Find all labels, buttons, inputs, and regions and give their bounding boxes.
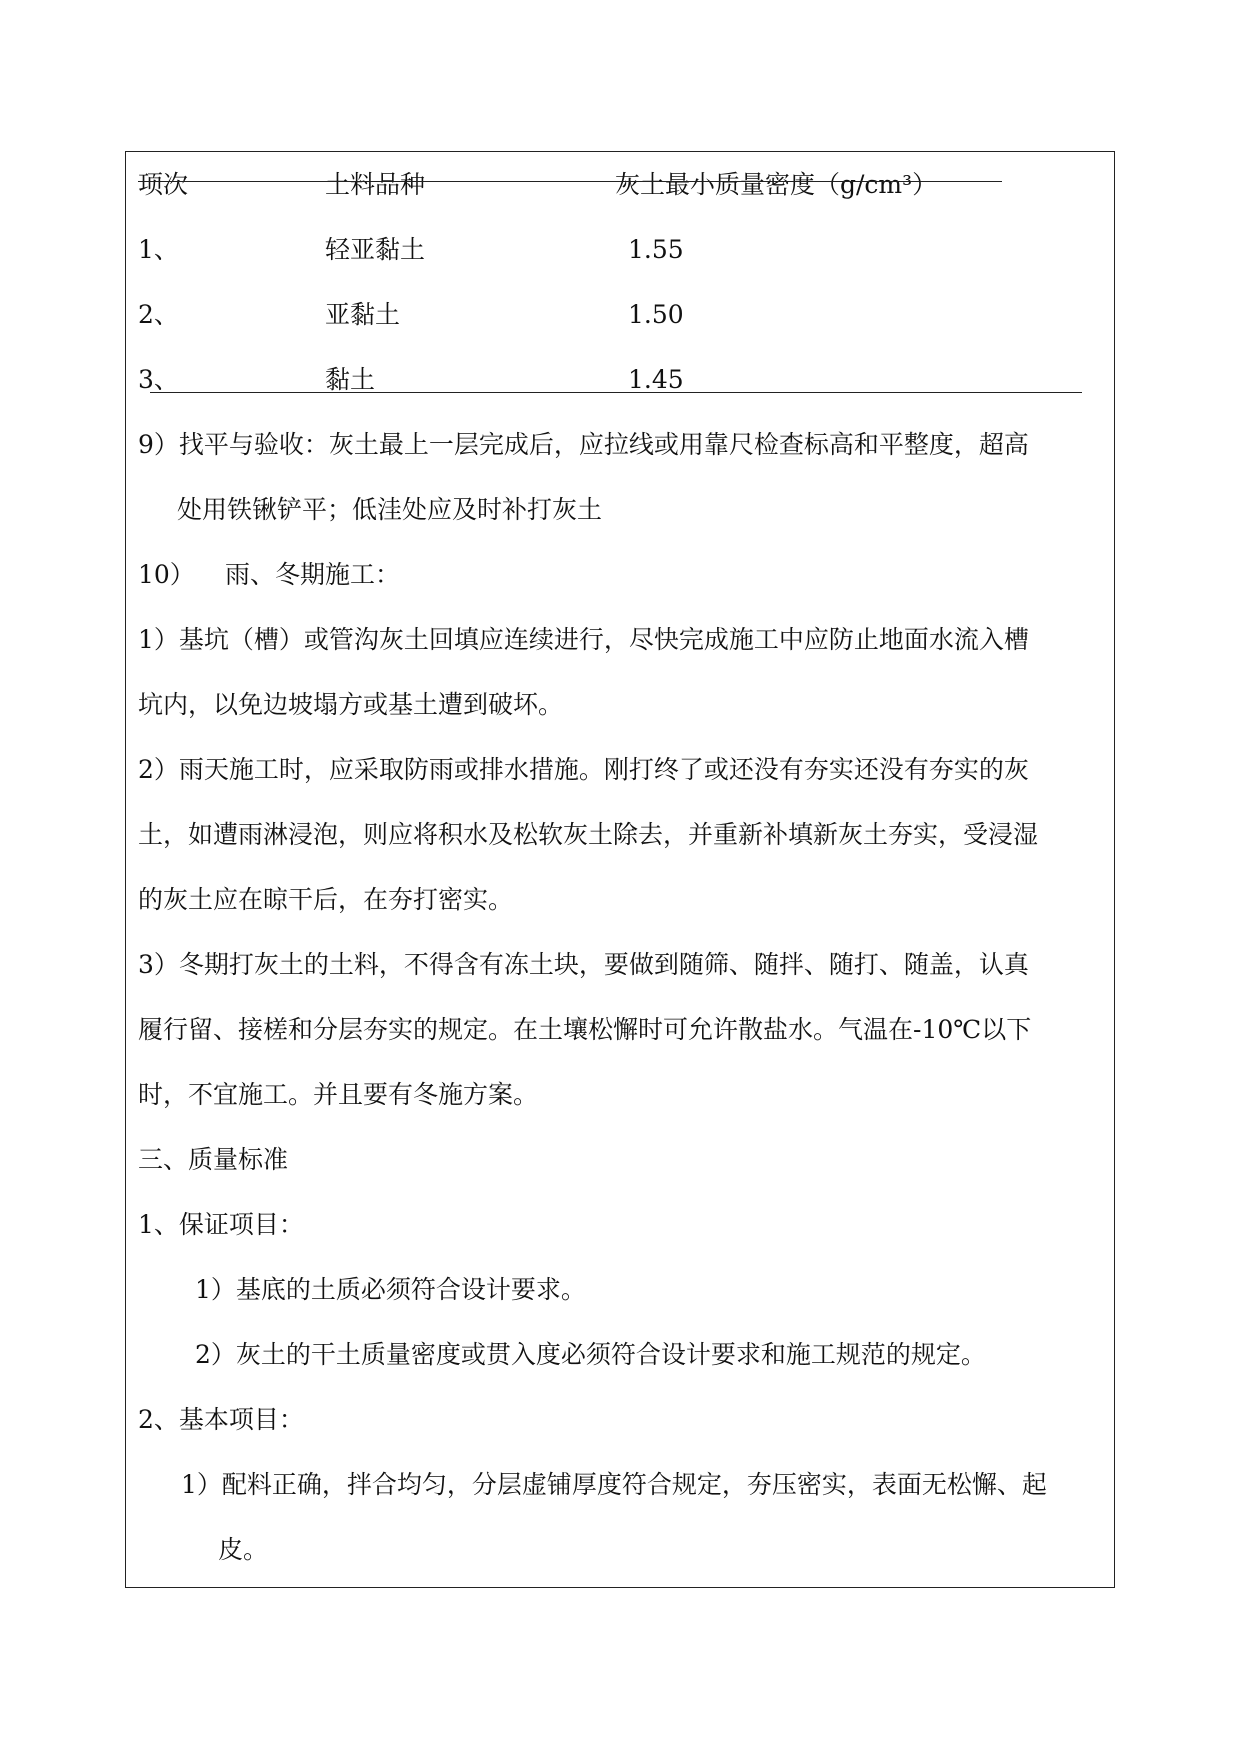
- row-density: 1.50: [628, 300, 684, 329]
- row-soil-type: 黏土: [325, 365, 376, 394]
- guarantee-item-1: 1）基底的土质必须符合设计要求。: [195, 1275, 586, 1304]
- header-soil-type: 土料品种: [325, 170, 426, 199]
- rain-winter-item-3-line-1: 3）冬期打灰土的土料，不得含有冻土块，要做到随筛、随拌、随打、随盖，认真: [138, 950, 1029, 979]
- row-soil-type: 轻亚黏土: [325, 235, 426, 264]
- header-rule: [138, 181, 1002, 182]
- row-soil-type: 亚黏土: [325, 300, 401, 329]
- rain-winter-item-2-line-1: 2）雨天施工时，应采取防雨或排水措施。刚打终了或还没有夯实还没有夯实的灰: [138, 755, 1029, 784]
- row-no: 2、: [138, 300, 179, 329]
- header-min-density: 灰土最小质量密度（g/cm³）: [615, 170, 938, 199]
- basic-item-1-line-2: 皮。: [218, 1535, 269, 1564]
- paragraph-9-line-2: 处用铁锹铲平；低洼处应及时补打灰土: [177, 495, 603, 524]
- row-no: 3、: [138, 365, 179, 394]
- table-bottom-rule: [150, 392, 1082, 393]
- rain-winter-item-3-line-2: 履行留、接槎和分层夯实的规定。在土壤松懈时可允许散盐水。气温在-10℃以下: [138, 1015, 1032, 1044]
- rain-winter-item-2-line-2: 土，如遭雨淋浸泡，则应将积水及松软灰土除去，并重新补填新灰土夯实，受浸湿: [138, 820, 1039, 849]
- basic-items-heading: 2、基本项目：: [138, 1405, 304, 1434]
- row-no: 1、: [138, 235, 179, 264]
- guarantee-items-heading: 1、保证项目：: [138, 1210, 304, 1239]
- section-3-heading: 三、质量标准: [138, 1145, 289, 1174]
- row-density: 1.45: [628, 365, 684, 394]
- guarantee-item-2: 2）灰土的干土质量密度或贯入度必须符合设计要求和施工规范的规定。: [195, 1340, 986, 1369]
- paragraph-10-number: 10）: [138, 560, 195, 589]
- document-frame: [125, 151, 1115, 1588]
- rain-winter-item-1-line-2: 坑内，以免边坡塌方或基土遭到破坏。: [138, 690, 564, 719]
- paragraph-9-line-1: 9）找平与验收：灰土最上一层完成后，应拉线或用靠尺检查标高和平整度，超高: [138, 430, 1029, 459]
- header-item-no: 项次: [138, 170, 189, 199]
- basic-item-1-line-1: 1）配料正确，拌合均匀，分层虚铺厚度符合规定，夯压密实，表面无松懈、起: [181, 1470, 1047, 1499]
- paragraph-10-title: 雨、冬期施工：: [225, 560, 401, 589]
- rain-winter-item-1-line-1: 1）基坑（槽）或管沟灰土回填应连续进行，尽快完成施工中应防止地面水流入槽: [138, 625, 1029, 654]
- row-density: 1.55: [628, 235, 684, 264]
- rain-winter-item-2-line-3: 的灰土应在晾干后，在夯打密实。: [138, 885, 514, 914]
- rain-winter-item-3-line-3: 时，不宜施工。并且要有冬施方案。: [138, 1080, 539, 1109]
